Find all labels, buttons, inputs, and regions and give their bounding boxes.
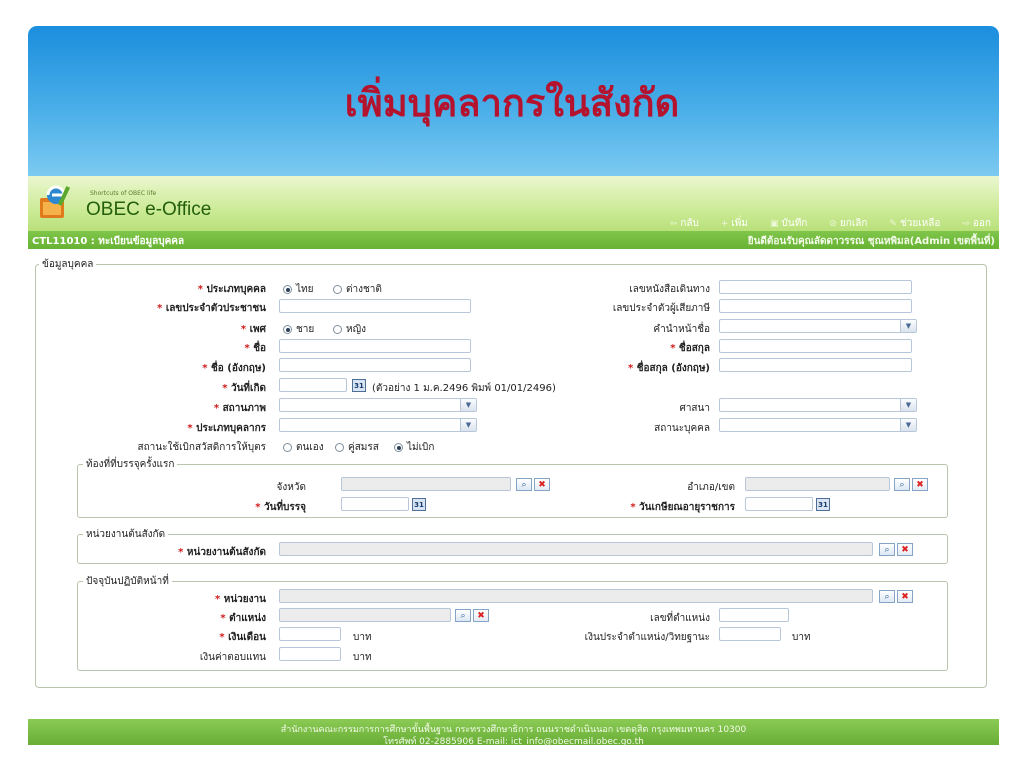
help-button[interactable]: ✎ ช่วยเหลือ <box>889 218 941 229</box>
welcome-text: ยินดีต้อนรับคุณลัดดาวรรณ ชุณหพิมล(Admin เขตพื้นที่) <box>747 236 995 247</box>
passport-label: เลขหนังสือเดินทาง <box>629 284 710 295</box>
compensation-label: เงินค่าตอบแทน <box>199 652 266 663</box>
radio-dot <box>394 443 403 452</box>
radio-female[interactable]: หญิง <box>333 322 366 337</box>
birth-date-label: * วันที่เกิด <box>222 383 266 394</box>
clear-icon[interactable]: ✖ <box>897 543 913 556</box>
first-post-legend: ท้องที่ที่บรรจุครั้งแรก <box>83 457 177 472</box>
allowance-unit: บาท <box>792 632 811 643</box>
compensation-unit: บาท <box>353 652 372 663</box>
footer-contact: โทรศัพท์ 02-2885906 E-mail: ict_info@obecmail.obec.go.th <box>383 737 644 745</box>
chevron-down-icon: ▼ <box>460 399 476 411</box>
parent-unit-legend: หน่วยงานต้นสังกัด <box>83 527 168 542</box>
calendar-icon[interactable]: 31 <box>412 498 426 511</box>
marital-status-label: * สถานภาพ <box>213 403 266 414</box>
position-no-input[interactable] <box>719 608 789 622</box>
gender-label: * เพศ <box>240 324 266 335</box>
cancel-icon: ⊘ <box>829 218 837 229</box>
help-icon: ✎ <box>889 218 897 229</box>
radio-welfare-spouse[interactable]: คู่สมรส <box>335 440 379 455</box>
radio-foreign[interactable]: ต่างชาติ <box>333 282 382 297</box>
religion-label: ศาสนา <box>679 403 710 414</box>
position-input[interactable] <box>279 608 451 622</box>
chevron-down-icon: ▼ <box>900 419 916 431</box>
position-no-label: เลขที่ตำแหน่ง <box>650 613 710 624</box>
chevron-down-icon: ▼ <box>900 320 916 332</box>
citizen-id-input[interactable] <box>279 299 471 313</box>
birth-date-input[interactable] <box>279 378 347 392</box>
parent-unit-input[interactable] <box>279 542 873 556</box>
taxpayer-id-label: เลขประจำตัวผู้เสียภาษี <box>612 303 710 314</box>
district-input[interactable] <box>745 477 890 491</box>
obec-logo-icon <box>38 184 72 220</box>
parent-unit-label: * หน่วยงานต้นสังกัด <box>178 547 266 558</box>
radio-dot <box>335 443 344 452</box>
personnel-category-label: * ประเภทบุคลากร <box>187 423 266 434</box>
position-allowance-label: เงินประจำตำแหน่ง/วิทยฐานะ <box>584 632 710 643</box>
last-name-en-input[interactable] <box>719 358 912 372</box>
clear-icon[interactable]: ✖ <box>897 590 913 603</box>
personal-info-legend: ข้อมูลบุคคล <box>39 257 96 272</box>
last-name-label: * ชื่อสกุล <box>670 343 710 354</box>
plus-icon: + <box>720 218 729 229</box>
citizen-id-label: * เลขประจำตัวประชาชน <box>157 303 266 314</box>
toolbar-menu <box>670 216 991 231</box>
district-label: อำเภอ/เขต <box>687 482 735 493</box>
save-icon: ▣ <box>770 218 779 229</box>
search-icon[interactable]: ⌕ <box>516 478 532 491</box>
position-allowance-input[interactable] <box>719 627 781 641</box>
taxpayer-id-input[interactable] <box>719 299 912 313</box>
logo-text: OBEC e-Office <box>86 199 212 220</box>
salary-label: * เงินเดือน <box>219 632 266 643</box>
duty-unit-label: * หน่วยงาน <box>215 594 266 605</box>
personnel-category-select[interactable] <box>279 418 477 432</box>
calendar-icon[interactable]: 31 <box>816 498 830 511</box>
appoint-date-label: * วันที่บรรจุ <box>255 502 306 513</box>
province-input[interactable] <box>341 477 511 491</box>
top-bar <box>28 176 999 231</box>
retire-date-label: * วันเกษียณอายุราชการ <box>630 502 735 513</box>
radio-thai[interactable]: ไทย <box>283 282 313 297</box>
welfare-label: สถานะใช้เบิกสวัสดิการให้บุตร <box>137 442 266 453</box>
salary-input[interactable] <box>279 627 341 641</box>
first-name-label: * ชื่อ <box>244 343 266 354</box>
personnel-status-label: สถานะบุคคล <box>654 423 710 434</box>
clear-icon[interactable]: ✖ <box>473 609 489 622</box>
prefix-select[interactable] <box>719 319 917 333</box>
radio-dot <box>333 285 342 294</box>
search-icon[interactable]: ⌕ <box>879 543 895 556</box>
back-button[interactable]: ⇦ กลับ <box>669 218 699 229</box>
radio-male[interactable]: ชาย <box>283 322 314 337</box>
radio-dot <box>283 285 292 294</box>
last-name-en-label: * ชื่อสกุล (อังกฤษ) <box>627 363 710 374</box>
last-name-input[interactable] <box>719 339 912 353</box>
current-duty-legend: ปัจจุบันปฏิบัติหน้าที่ <box>83 574 172 589</box>
chevron-down-icon: ▼ <box>900 399 916 411</box>
radio-dot <box>283 443 292 452</box>
compensation-input[interactable] <box>279 647 341 661</box>
radio-dot <box>283 325 292 334</box>
save-button[interactable]: ▣ บันทึก <box>770 218 808 229</box>
birth-date-hint: (ตัวอย่าง 1 ม.ค.2496 พิมพ์ 01/01/2496) <box>372 383 556 394</box>
clear-icon[interactable]: ✖ <box>534 478 550 491</box>
clear-icon[interactable]: ✖ <box>912 478 928 491</box>
retire-date-input[interactable] <box>745 497 813 511</box>
app-window <box>28 176 999 736</box>
search-icon[interactable]: ⌕ <box>894 478 910 491</box>
religion-select[interactable] <box>719 398 917 412</box>
exit-icon: ⇨ <box>962 218 970 229</box>
search-icon[interactable]: ⌕ <box>879 590 895 603</box>
search-icon[interactable]: ⌕ <box>455 609 471 622</box>
appoint-date-input[interactable] <box>341 497 409 511</box>
title-bar <box>28 231 999 249</box>
back-icon: ⇦ <box>669 218 678 229</box>
footer <box>28 719 999 745</box>
chevron-down-icon: ▼ <box>460 419 476 431</box>
radio-dot <box>333 325 342 334</box>
cancel-button[interactable]: ⊘ ยกเลิก <box>829 218 868 229</box>
exit-button[interactable]: ⇨ ออก <box>962 218 991 229</box>
duty-unit-input[interactable] <box>279 589 873 603</box>
first-name-en-label: * ชื่อ (อังกฤษ) <box>202 363 266 374</box>
logo-subtitle: Shortcuts of OBEC life <box>90 190 157 197</box>
marital-status-select[interactable] <box>279 398 477 412</box>
add-button[interactable]: + เพิ่ม <box>720 218 748 229</box>
first-name-en-input[interactable] <box>279 358 471 372</box>
radio-welfare-none[interactable]: ไม่เบิก <box>394 440 434 455</box>
slide-title: เพิ่มบุคลากรในสังกัด <box>344 80 680 125</box>
position-label: * ตำแหน่ง <box>220 613 266 624</box>
personnel-type-label: * ประเภทบุคคล <box>197 284 266 295</box>
passport-input[interactable] <box>719 280 912 294</box>
page-code: CTL11010 : ทะเบียนข้อมูลบุคคล <box>32 236 185 247</box>
salary-unit: บาท <box>353 632 372 643</box>
prefix-label: คำนำหน้าชื่อ <box>653 324 710 335</box>
province-label: จังหวัด <box>276 482 306 493</box>
calendar-icon[interactable]: 31 <box>352 379 366 392</box>
personnel-status-select[interactable] <box>719 418 917 432</box>
radio-welfare-self[interactable]: ตนเอง <box>283 440 324 455</box>
footer-address: สำนักงานคณะกรรมการการศึกษาขั้นพื้นฐาน กระทรวงศึกษาธิการ ถนนราชดำเนินนอก เขตดุสิต กรุงเทพมหานคร 10300 <box>280 725 747 735</box>
first-name-input[interactable] <box>279 339 471 353</box>
